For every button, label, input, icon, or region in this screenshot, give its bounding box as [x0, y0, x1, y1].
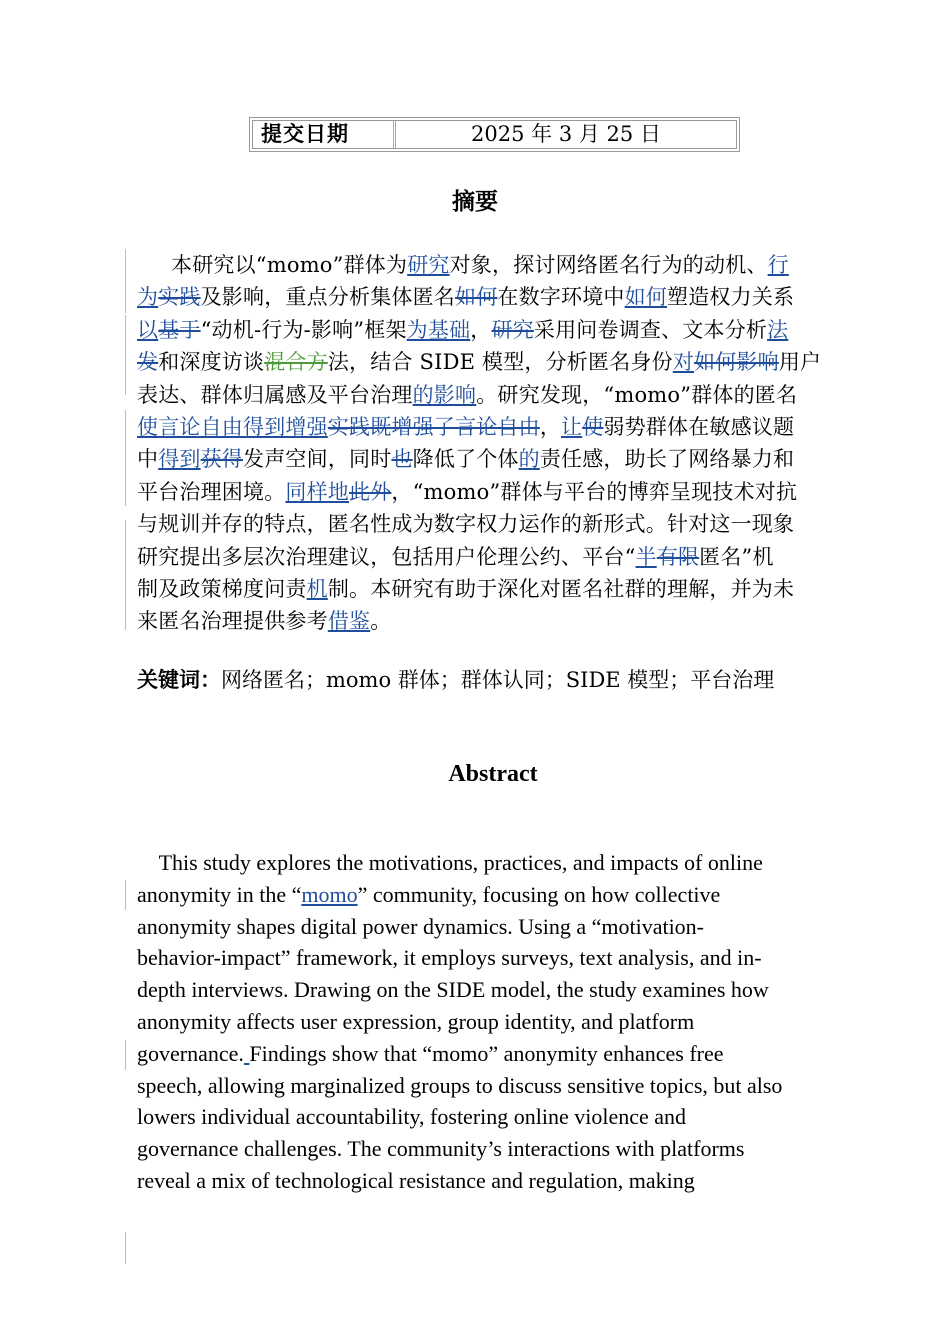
- text-line: [137, 379, 851, 411]
- tracked-insertion: 以: [137, 317, 159, 342]
- text-line: [137, 879, 851, 911]
- text-run: ，: [470, 317, 492, 342]
- tracked-insertion: 使言论自由得到增强: [137, 414, 328, 439]
- text-line: [137, 1070, 851, 1102]
- tracked-insertion: 的: [518, 447, 540, 472]
- text-run: anonymity in the “: [137, 881, 302, 907]
- text-run: This study explores the motivations, practices, and impacts of online: [137, 850, 763, 875]
- text-run: 弱势群体在敏感议题: [603, 414, 795, 439]
- text-run: 发声空间，同时: [243, 447, 392, 472]
- text-run: 及影响，重点分析集体匿名: [200, 285, 456, 310]
- change-bar: [125, 880, 126, 910]
- text-run: 研究提出多层次治理建议，包括用户伦理公约、平台“: [137, 544, 636, 569]
- text-run: 制及政策梯度问责: [137, 576, 307, 601]
- text-line: [137, 314, 851, 346]
- keywords-label: 关键词：: [137, 668, 221, 692]
- text-run: “动机-行为-影响”框架: [200, 317, 407, 342]
- tracked-insertion: 借鉴: [327, 609, 371, 634]
- tracked-deletion: 如何影响: [694, 350, 779, 375]
- text-line: [137, 1101, 851, 1133]
- tracked-deletion: 有限: [656, 544, 700, 569]
- submission-date-value[interactable]: 2025 年 3 月 25 日: [471, 122, 661, 146]
- text-line: [137, 911, 851, 943]
- text-run: 责任感，助长了网络暴力和: [539, 447, 795, 472]
- tracked-insertion: momo: [301, 881, 358, 907]
- text-run: Findings show that “momo” anonymity enhances free: [249, 1040, 724, 1066]
- text-run: 用户: [778, 350, 822, 375]
- text-run: 中: [137, 447, 159, 472]
- tracked-insertion: 为基础: [406, 317, 471, 342]
- text-line: [137, 476, 851, 508]
- tracked-insertion: 同样地: [285, 479, 350, 504]
- tracked-deletion: 如何: [455, 285, 498, 310]
- tracked-insertion: 的影响: [412, 382, 477, 407]
- text-run: 。研究发现，“momo”群体的匿名: [476, 382, 798, 407]
- text-line: [137, 605, 851, 637]
- text-run: anonymity shapes digital power dynamics. Using a “motivation-: [137, 913, 705, 939]
- chinese-keywords: [137, 664, 774, 696]
- text-run: governance challenges. The community’s interactions with platforms: [137, 1136, 745, 1162]
- text-line: [137, 249, 851, 281]
- change-bar: [125, 1040, 126, 1070]
- keywords-value: 网络匿名；momo 群体；群体认同；SIDE 模型；平台治理: [221, 668, 775, 692]
- tracked-deletion: 此外: [349, 479, 392, 504]
- text-line: [137, 411, 851, 443]
- text-run: 采用问卷调查、文本分析: [533, 317, 768, 342]
- text-run: 降低了个体: [412, 447, 519, 472]
- tracked-insertion: 如何: [624, 285, 668, 310]
- text-line: [137, 942, 851, 974]
- submission-date-label: 提交日期: [253, 121, 396, 148]
- text-run: ，: [539, 414, 562, 439]
- text-run: anonymity affects user expression, group identity, and platform: [137, 1008, 695, 1034]
- change-bar: [125, 520, 126, 630]
- text-run: 和深度访谈: [158, 350, 265, 375]
- text-run: 制。本研究有助于深化对匿名社群的理解，并为未: [327, 576, 795, 601]
- tracked-insertion: 为: [137, 285, 159, 310]
- tracked-deletion: 混合方: [264, 350, 328, 375]
- tracked-deletion: 基于: [158, 317, 201, 342]
- text-line: [137, 443, 851, 475]
- text-run: ” community, focusing on how collective: [357, 881, 721, 907]
- text-run: ，“momo”群体与平台的博弈呈现技术对抗: [391, 479, 798, 504]
- text-run: lowers individual accountability, fostering online violence and: [137, 1104, 687, 1130]
- text-run: 匿名”机: [699, 544, 774, 569]
- change-bar: [125, 315, 126, 395]
- tracked-insertion: 对: [672, 350, 695, 375]
- tracked-deletion: 获得: [200, 447, 244, 472]
- tracked-insertion: 行: [767, 253, 789, 277]
- text-run: 对象，探讨网络匿名行为的动机、: [449, 253, 768, 277]
- tracked-insertion: 让: [561, 414, 583, 439]
- text-line: [137, 281, 851, 313]
- chinese-abstract-body[interactable]: [137, 249, 851, 638]
- text-run: 。: [370, 609, 392, 634]
- text-line: [137, 346, 851, 378]
- tracked-deletion: 也: [391, 447, 413, 472]
- tracked-deletion: 研究: [491, 317, 534, 342]
- tracked-insertion: 研究: [407, 253, 450, 277]
- tracked-deletion: 发: [137, 350, 159, 375]
- english-abstract-heading: Abstract: [448, 761, 538, 787]
- text-line: [137, 573, 851, 605]
- tracked-deletion: 实践既增强了言论自由: [327, 414, 540, 439]
- text-line: [137, 847, 851, 879]
- text-run: 塑造权力关系: [667, 285, 795, 310]
- text-run: reveal a mix of technological resistance and regulation, making: [137, 1167, 695, 1193]
- text-line: [137, 1165, 851, 1197]
- text-run: depth interviews. Drawing on the SIDE model, the study examines how: [137, 977, 769, 1003]
- text-run: speech, allowing marginalized groups to discuss sensitive topics, but also: [137, 1072, 783, 1098]
- text-run: 表达、群体归属感及平台治理: [137, 382, 413, 407]
- submission-date-table: [249, 117, 740, 152]
- text-line: [137, 1038, 851, 1070]
- change-bar: [125, 1232, 126, 1264]
- tracked-deletion: 使: [582, 414, 604, 439]
- text-line: [137, 974, 851, 1006]
- tracked-insertion: 得到: [158, 447, 201, 472]
- text-run: 本研究以“momo”群体为: [171, 253, 408, 277]
- change-bar: [125, 410, 126, 506]
- text-run: 平台治理困境。: [137, 479, 286, 504]
- text-run: behavior-impact” framework, it employs surveys, text analysis, and in-: [137, 945, 762, 971]
- text-line: [137, 1133, 851, 1165]
- chinese-abstract-heading: 摘要: [452, 189, 498, 215]
- tracked-insertion: 半: [635, 544, 657, 569]
- text-line: [137, 541, 851, 573]
- english-abstract-body[interactable]: [137, 847, 851, 1197]
- tracked-insertion: 机: [306, 576, 328, 601]
- text-line: [137, 1006, 851, 1038]
- change-bar: [125, 249, 126, 313]
- text-run: 与规训并存的特点，匿名性成为数字权力运作的新形式。针对这一现象: [137, 512, 795, 537]
- text-run: 在数字环境中: [497, 285, 625, 310]
- text-run: governance.: [137, 1040, 244, 1066]
- tracked-insertion: 法: [767, 317, 789, 342]
- tracked-deletion: 实践: [158, 285, 201, 310]
- text-run: 来匿名治理提供参考: [137, 609, 328, 634]
- text-run: 法，结合 SIDE 模型，分析匿名身份: [327, 350, 673, 375]
- text-line: [137, 508, 851, 540]
